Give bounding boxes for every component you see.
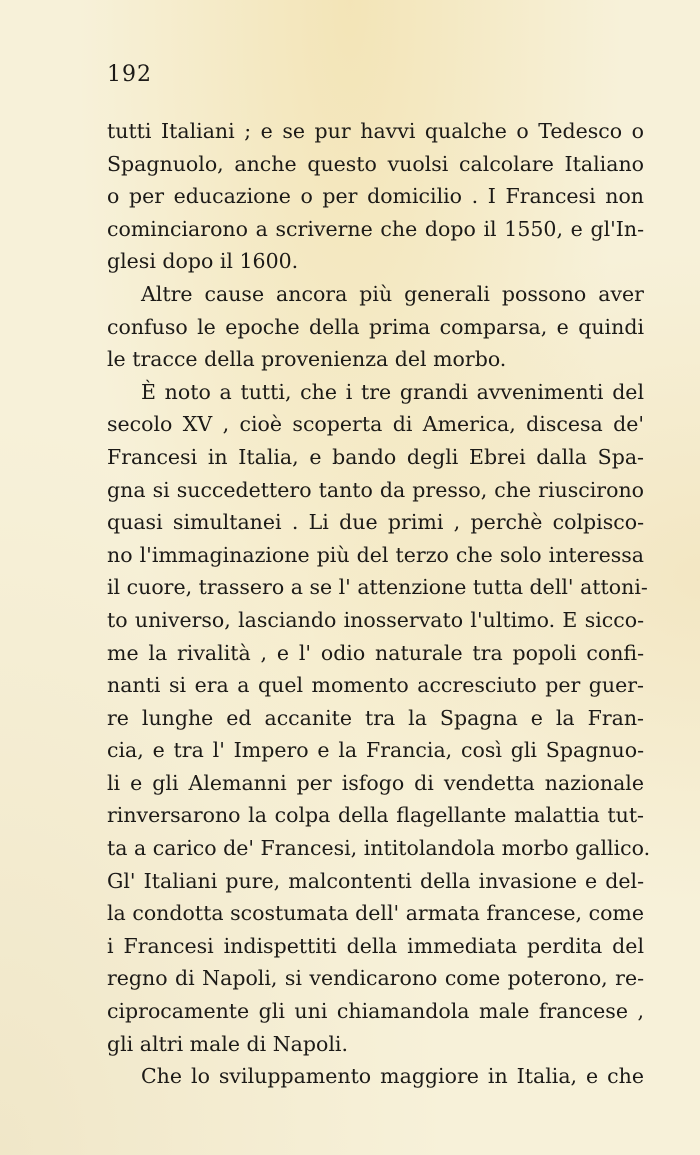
text-line: la condotta scostumata dell' armata francese, come	[107, 901, 644, 926]
text-line: o per educazione o per domicilio . I Francesi non	[107, 184, 644, 209]
text-line: glesi dopo il 1600.	[107, 249, 299, 274]
text-line: to universo, lasciando inosservato l'ultimo. E sicco-	[107, 607, 644, 632]
text-line: quasi simultanei . Li due primi , perchè colpisco-	[107, 510, 644, 535]
text-line: rinversarono la colpa della flagellante malattia tut-	[107, 803, 644, 828]
text-line: gli altri male di Napoli.	[107, 1031, 348, 1056]
text-line: il cuore, trassero a se l' attenzione tutta dell' attoni-	[107, 575, 648, 600]
text-line: no l'immaginazione più del terzo che solo interessa	[107, 542, 644, 567]
text-line: secolo XV , cioè scoperta di America, discesa de'	[107, 412, 644, 437]
text-line: Spagnuolo, anche questo vuolsi calcolare Italiano	[107, 151, 644, 176]
text-line: cia, e tra l' Impero e la Francia, così gli Spagnuo-	[107, 738, 644, 763]
text-line: re lunghe ed accanite tra la Spagna e la Fran-	[107, 705, 644, 730]
text-line: le tracce della provenienza del morbo.	[107, 347, 507, 372]
text-line: confuso le epoche della prima comparsa, e quindi	[107, 314, 644, 339]
text-line: cominciarono a scriverne che dopo il 1550, e gl'In-	[107, 216, 644, 241]
text-line: i Francesi indispettiti della immediata perdita del	[107, 933, 644, 958]
text-line: regno di Napoli, si vendicarono come poterono, re-	[107, 966, 644, 991]
text-line: gna si succedettero tanto da presso, che riuscirono	[107, 477, 644, 502]
body-text	[107, 115, 651, 1093]
text-line: È noto a tutti, che i tre grandi avvenimenti del	[141, 379, 644, 404]
text-line: ciprocamente gli uni chiamandola male francese ,	[107, 999, 644, 1024]
text-line: tutti Italiani ; e se pur havvi qualche o Tedesco o	[107, 119, 644, 143]
text-line: Gl' Italiani pure, malcontenti della invasione e del-	[107, 868, 644, 893]
text-line: nanti si era a quel momento accresciuto per guer-	[107, 673, 644, 698]
text-line: ta a carico de' Francesi, intitolandola morbo gallico.	[107, 836, 651, 861]
page-number: 192	[107, 62, 152, 87]
text-line: Altre cause ancora più generali possono aver	[141, 281, 644, 306]
text-line: Francesi in Italia, e bando degli Ebrei dalla Spa-	[107, 444, 644, 469]
text-line: li e gli Alemanni per isfogo di vendetta nazionale	[107, 770, 644, 795]
text-line: Che lo sviluppamento maggiore in Italia, e che	[141, 1064, 644, 1089]
text-line: me la rivalità , e l' odio naturale tra popoli confi-	[107, 640, 644, 665]
